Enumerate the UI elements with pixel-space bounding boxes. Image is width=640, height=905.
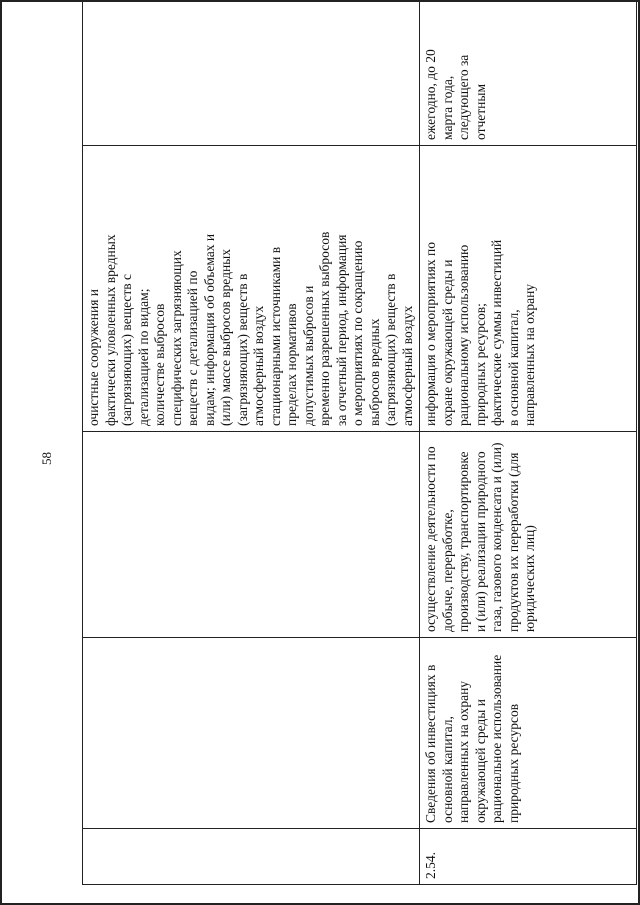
table-row	[420, 0, 637, 885]
cell-activity: осуществление деятельности по добыче, переработке, производству, транспортировке и (или) реализации природного газа, газового конденсата и (или) продуктов их переработки (для юридических лиц)	[420, 432, 637, 638]
cell-info: информация о мероприятиях по охране окружающей среды и рациональному использованию природных ресурсов; фактические суммы инвестиций в основной капитал, направленных на охрану	[420, 146, 637, 432]
cell-activity	[83, 432, 420, 638]
table-row	[83, 0, 420, 885]
cell-period: ежегодно, до 20 марта года, следующего за отчетным	[420, 0, 637, 146]
cell-number: 2.54.	[420, 829, 637, 885]
cell-number	[83, 829, 420, 885]
table-wrapper	[82, 37, 622, 885]
page-number: 58	[39, 452, 54, 465]
cell-period	[83, 0, 420, 146]
cell-name: Сведения об инвестициях в основной капитал, направленных на охрану окружающей среды и рациональное использование природных ресурсов	[420, 638, 637, 829]
cell-name	[83, 638, 420, 829]
cell-info: очистные сооружения и фактически уловленных вредных (загрязняющих) веществ с детализацией по видам; количестве выбросов специфических загрязняющих веществ с детализацией по видам; информация об объемах и (или) массе выбросов вредных (загрязняющих) веществ в атмосферный воздух стационарными источниками в пределах нормативов допустимых выбросов и временно разрешенных выбросов за отчетный период, информация о мероприятиях по сокращению выбросов вредных (загрязняющих) веществ в атмосферный воздух	[83, 146, 420, 432]
data-table	[82, 0, 637, 885]
